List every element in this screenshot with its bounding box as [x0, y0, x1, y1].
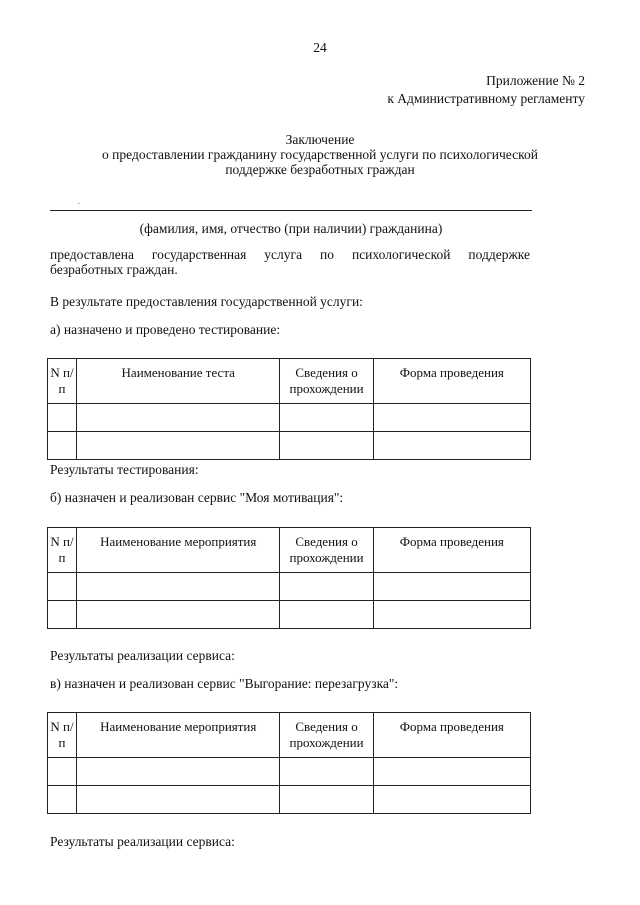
table-cell[interactable]	[280, 786, 373, 814]
table-row	[48, 573, 531, 601]
section-c-heading: в) назначен и реализован сервис "Выгорание: перезагрузка":	[50, 676, 399, 691]
table-header-row	[48, 359, 531, 404]
header-name: Наименование теста	[77, 359, 280, 404]
table-cell[interactable]	[48, 432, 77, 460]
table-cell[interactable]	[373, 758, 530, 786]
burnout-results-label: Результаты реализации сервиса:	[50, 834, 235, 849]
header-name: Наименование мероприятия	[77, 528, 280, 573]
section-a-heading: а) назначено и проведено тестирование:	[50, 322, 281, 337]
table-cell[interactable]	[48, 404, 77, 432]
table-cell[interactable]	[77, 432, 280, 460]
title-line-2: поддержке безработных граждан	[225, 162, 415, 177]
header-info: Сведения о прохождении	[280, 528, 373, 573]
page-number: 24	[313, 40, 327, 55]
motivation-results-label: Результаты реализации сервиса:	[50, 648, 235, 663]
table-header-row	[48, 713, 531, 758]
header-name: Наименование мероприятия	[77, 713, 280, 758]
burnout-table	[47, 712, 531, 814]
table-row	[48, 786, 531, 814]
document-title	[48, 132, 592, 177]
service-provided-text: предоставлена государственная услуга по психологической поддержке безработных граждан.	[50, 247, 530, 277]
title-line-1: о предоставлении гражданину государственной услуги по психологической	[102, 147, 538, 162]
table-cell[interactable]	[280, 601, 373, 629]
appendix-regulation: к Административному регламенту	[387, 91, 585, 106]
table-cell[interactable]	[77, 786, 280, 814]
table-cell[interactable]	[48, 758, 77, 786]
table-cell[interactable]	[77, 758, 280, 786]
header-form: Форма проведения	[373, 528, 530, 573]
table-cell[interactable]	[48, 786, 77, 814]
header-info: Сведения о прохождении	[280, 713, 373, 758]
table-row	[48, 404, 531, 432]
citizen-name-line[interactable]	[50, 210, 532, 211]
table-cell[interactable]	[77, 404, 280, 432]
table-row	[48, 432, 531, 460]
header-form: Форма проведения	[373, 359, 530, 404]
appendix-number: Приложение № 2	[486, 73, 585, 88]
header-number: N п/п	[48, 359, 77, 404]
header-info: Сведения о прохождении	[280, 359, 373, 404]
table-row	[48, 758, 531, 786]
motivation-table	[47, 527, 531, 629]
table-cell[interactable]	[373, 786, 530, 814]
table-cell[interactable]	[280, 573, 373, 601]
table-cell[interactable]	[77, 573, 280, 601]
table-cell[interactable]	[373, 432, 530, 460]
testing-results-label: Результаты тестирования:	[50, 462, 199, 477]
header-number: N п/п	[48, 713, 77, 758]
header-number: N п/п	[48, 528, 77, 573]
result-intro: В результате предоставления государственной услуги:	[50, 294, 363, 309]
table-cell[interactable]	[280, 758, 373, 786]
name-field-mark: .	[78, 197, 80, 206]
table-cell[interactable]	[48, 601, 77, 629]
title-heading: Заключение	[285, 132, 355, 147]
appendix-reference	[387, 72, 585, 108]
testing-table	[47, 358, 531, 460]
table-cell[interactable]	[373, 601, 530, 629]
table-cell[interactable]	[280, 404, 373, 432]
section-b-heading: б) назначен и реализован сервис "Моя мотивация":	[50, 490, 344, 505]
table-header-row	[48, 528, 531, 573]
table-cell[interactable]	[280, 432, 373, 460]
table-cell[interactable]	[373, 404, 530, 432]
citizen-name-caption: (фамилия, имя, отчество (при наличии) гражданина)	[139, 221, 443, 236]
header-form: Форма проведения	[373, 713, 530, 758]
table-row	[48, 601, 531, 629]
table-cell[interactable]	[77, 601, 280, 629]
table-cell[interactable]	[48, 573, 77, 601]
table-cell[interactable]	[373, 573, 530, 601]
